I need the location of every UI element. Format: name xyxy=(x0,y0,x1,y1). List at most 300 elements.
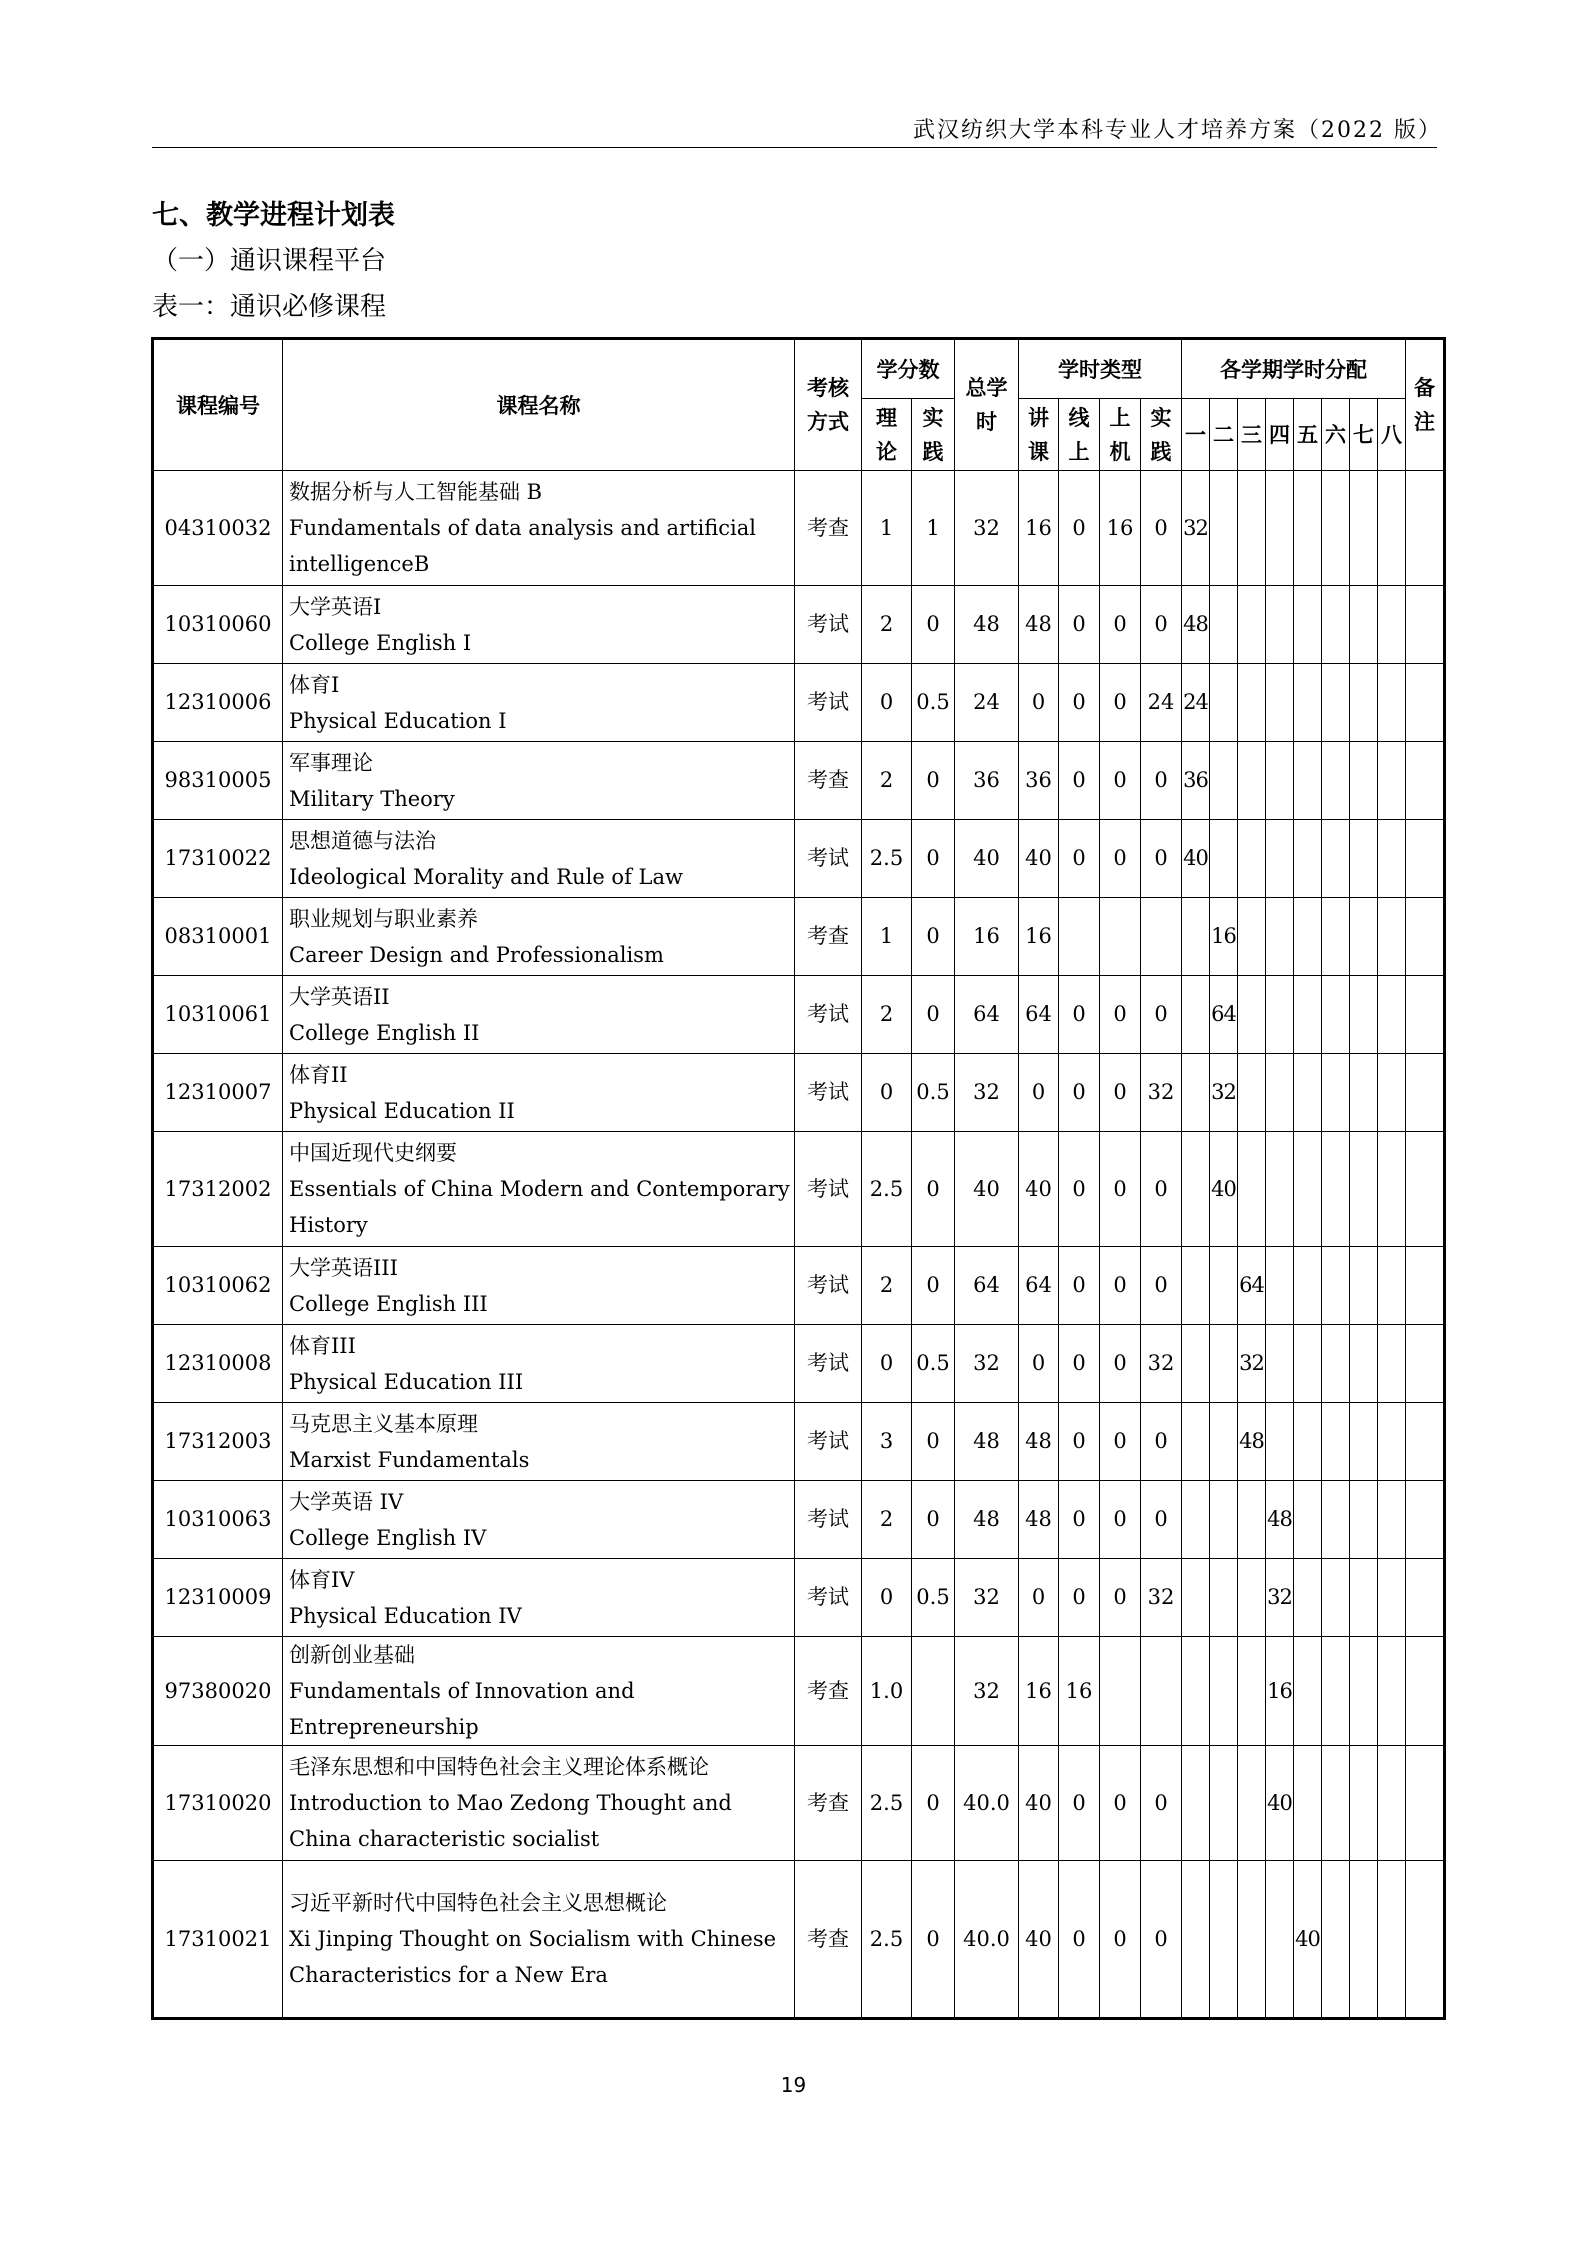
cell-sem-2 xyxy=(1210,471,1238,586)
cell-remark xyxy=(1406,1746,1445,1861)
cell-sem-4 xyxy=(1266,1861,1294,2019)
cell-credit-practice xyxy=(912,1637,955,1746)
cell-remark xyxy=(1406,1325,1445,1403)
cell-total-hours: 40.0 xyxy=(955,1746,1019,1861)
col-header-sem-3: 三 xyxy=(1238,399,1266,471)
cell-computer: 0 xyxy=(1100,820,1141,898)
cell-sem-1 xyxy=(1182,1559,1210,1637)
course-name-cn: 数据分析与人工智能基础 B xyxy=(289,480,543,504)
cell-sem-1: 24 xyxy=(1182,664,1210,742)
cell-credit-theory: 0 xyxy=(862,664,912,742)
cell-sem-1 xyxy=(1182,1325,1210,1403)
cell-sem-7 xyxy=(1350,1637,1378,1746)
cell-online: 0 xyxy=(1059,1247,1100,1325)
cell-computer: 0 xyxy=(1100,1247,1141,1325)
col-header-credits-practice xyxy=(912,399,955,471)
cell-code: 98310005 xyxy=(153,742,283,820)
cell-sem-5 xyxy=(1294,1403,1322,1481)
cell-sem-4: 48 xyxy=(1266,1481,1294,1559)
cell-sem-5 xyxy=(1294,1746,1322,1861)
cell-code: 10310063 xyxy=(153,1481,283,1559)
cell-sem-4 xyxy=(1266,471,1294,586)
cell-sem-2 xyxy=(1210,1637,1238,1746)
cell-code: 10310062 xyxy=(153,1247,283,1325)
cell-remark xyxy=(1406,586,1445,664)
course-name-en: College English III xyxy=(289,1291,488,1316)
course-name-en: Essentials of China Modern and Contemporary History xyxy=(289,1177,790,1237)
cell-name xyxy=(283,898,795,976)
cell-sem-6 xyxy=(1322,1559,1350,1637)
cell-lecture: 36 xyxy=(1019,742,1059,820)
cell-name xyxy=(283,471,795,586)
cell-credit-theory: 3 xyxy=(862,1403,912,1481)
cell-name xyxy=(283,1247,795,1325)
cell-credit-practice: 0 xyxy=(912,1481,955,1559)
cell-credit-practice: 0 xyxy=(912,976,955,1054)
cell-sem-7 xyxy=(1350,1132,1378,1247)
cell-sem-4 xyxy=(1266,976,1294,1054)
cell-sem-7 xyxy=(1350,1861,1378,2019)
cell-assess: 考试 xyxy=(795,1247,862,1325)
cell-sem-5 xyxy=(1294,664,1322,742)
course-name-cn: 体育III xyxy=(289,1333,356,1358)
course-name-cn: 思想道德与法治 xyxy=(289,828,436,853)
cell-online: 0 xyxy=(1059,742,1100,820)
sub-title: （一）通识课程平台 xyxy=(152,246,387,276)
course-name-cn: 体育I xyxy=(289,672,340,697)
cell-name xyxy=(283,664,795,742)
cell-sem-6 xyxy=(1322,664,1350,742)
cell-online: 0 xyxy=(1059,1559,1100,1637)
col-header-computer xyxy=(1100,399,1141,471)
course-name-cn: 体育II xyxy=(289,1062,348,1087)
cell-sem-4: 32 xyxy=(1266,1559,1294,1637)
col-header-online xyxy=(1059,399,1100,471)
cell-computer: 0 xyxy=(1100,1861,1141,2019)
credits-theory-line2: 论 xyxy=(876,438,897,464)
cell-sem-3 xyxy=(1238,1054,1266,1132)
cell-sem-6 xyxy=(1322,1132,1350,1247)
course-name-en: College English II xyxy=(289,1020,480,1045)
cell-computer: 16 xyxy=(1100,471,1141,586)
cell-code: 17310022 xyxy=(153,820,283,898)
cell-total-hours: 16 xyxy=(955,898,1019,976)
cell-code: 17312003 xyxy=(153,1403,283,1481)
course-name-en: Fundamentals of Innovation and Entrepreneurship xyxy=(289,1679,635,1739)
cell-online: 0 xyxy=(1059,820,1100,898)
cell-name xyxy=(283,742,795,820)
cell-sem-6 xyxy=(1322,898,1350,976)
cell-credit-theory: 1 xyxy=(862,898,912,976)
cell-sem-6 xyxy=(1322,471,1350,586)
cell-sem-6 xyxy=(1322,1247,1350,1325)
cell-sem-8 xyxy=(1378,1325,1406,1403)
cell-sem-1 xyxy=(1182,1132,1210,1247)
cell-credit-practice: 0 xyxy=(912,1861,955,2019)
cell-sem-1: 32 xyxy=(1182,471,1210,586)
cell-online: 0 xyxy=(1059,1054,1100,1132)
cell-sem-5 xyxy=(1294,742,1322,820)
cell-credit-theory: 2 xyxy=(862,742,912,820)
cell-lecture: 0 xyxy=(1019,1325,1059,1403)
cell-computer: 0 xyxy=(1100,1132,1141,1247)
cell-practice-hours: 0 xyxy=(1141,1861,1182,2019)
cell-sem-3 xyxy=(1238,1746,1266,1861)
cell-assess: 考试 xyxy=(795,976,862,1054)
cell-sem-3 xyxy=(1238,1637,1266,1746)
cell-assess: 考试 xyxy=(795,1132,862,1247)
cell-practice-hours: 0 xyxy=(1141,742,1182,820)
course-name-cn: 创新创业基础 xyxy=(289,1643,415,1667)
cell-computer: 0 xyxy=(1100,1746,1141,1861)
cell-sem-6 xyxy=(1322,586,1350,664)
cell-lecture: 40 xyxy=(1019,1861,1059,2019)
col-header-total-line1: 总学 xyxy=(965,375,1008,400)
cell-total-hours: 40 xyxy=(955,820,1019,898)
cell-credit-theory: 1 xyxy=(862,471,912,586)
table-row xyxy=(153,1861,1445,2019)
cell-sem-5 xyxy=(1294,1559,1322,1637)
cell-sem-6 xyxy=(1322,1325,1350,1403)
cell-assess: 考试 xyxy=(795,1481,862,1559)
cell-remark xyxy=(1406,1132,1445,1247)
cell-assess: 考查 xyxy=(795,1861,862,2019)
cell-sem-8 xyxy=(1378,898,1406,976)
cell-computer: 0 xyxy=(1100,976,1141,1054)
cell-sem-3 xyxy=(1238,976,1266,1054)
col-header-remark xyxy=(1406,339,1445,471)
cell-sem-8 xyxy=(1378,1637,1406,1746)
cell-sem-1 xyxy=(1182,1746,1210,1861)
course-name-en: Physical Education II xyxy=(289,1098,515,1123)
cell-sem-5 xyxy=(1294,820,1322,898)
course-table xyxy=(151,337,1446,2020)
cell-lecture: 64 xyxy=(1019,1247,1059,1325)
cell-assess: 考查 xyxy=(795,742,862,820)
cell-practice-hours xyxy=(1141,898,1182,976)
cell-practice-hours: 24 xyxy=(1141,664,1182,742)
cell-sem-4 xyxy=(1266,664,1294,742)
cell-code: 17312002 xyxy=(153,1132,283,1247)
cell-sem-3 xyxy=(1238,820,1266,898)
cell-total-hours: 48 xyxy=(955,1403,1019,1481)
cell-sem-7 xyxy=(1350,898,1378,976)
col-header-sem-7: 七 xyxy=(1350,399,1378,471)
cell-online: 0 xyxy=(1059,976,1100,1054)
cell-practice-hours: 32 xyxy=(1141,1054,1182,1132)
cell-credit-practice: 0.5 xyxy=(912,1054,955,1132)
cell-remark xyxy=(1406,976,1445,1054)
cell-credit-practice: 0 xyxy=(912,1403,955,1481)
cell-practice-hours: 0 xyxy=(1141,820,1182,898)
cell-sem-1 xyxy=(1182,898,1210,976)
cell-name xyxy=(283,1054,795,1132)
cell-total-hours: 64 xyxy=(955,976,1019,1054)
cell-remark xyxy=(1406,1481,1445,1559)
cell-name xyxy=(283,1559,795,1637)
cell-sem-8 xyxy=(1378,586,1406,664)
cell-sem-8 xyxy=(1378,742,1406,820)
cell-name xyxy=(283,1746,795,1861)
cell-sem-5 xyxy=(1294,1054,1322,1132)
cell-practice-hours: 0 xyxy=(1141,1132,1182,1247)
cell-code: 12310008 xyxy=(153,1325,283,1403)
col-header-remark-line1: 备 xyxy=(1414,375,1435,400)
cell-sem-8 xyxy=(1378,1861,1406,2019)
cell-online xyxy=(1059,898,1100,976)
cell-sem-2 xyxy=(1210,664,1238,742)
cell-sem-1 xyxy=(1182,1247,1210,1325)
cell-total-hours: 32 xyxy=(955,471,1019,586)
cell-sem-1 xyxy=(1182,976,1210,1054)
cell-sem-2 xyxy=(1210,820,1238,898)
cell-assess: 考查 xyxy=(795,1746,862,1861)
cell-sem-8 xyxy=(1378,1746,1406,1861)
cell-online: 16 xyxy=(1059,1637,1100,1746)
course-name-en: Introduction to Mao Zedong Thought and China characteristic socialist xyxy=(289,1791,732,1851)
cell-name xyxy=(283,820,795,898)
cell-sem-7 xyxy=(1350,1559,1378,1637)
table-row xyxy=(153,1746,1445,1861)
course-name-cn: 毛泽东思想和中国特色社会主义理论体系概论 xyxy=(289,1755,709,1779)
cell-online: 0 xyxy=(1059,1132,1100,1247)
col-header-code: 课程编号 xyxy=(153,339,283,471)
table-row xyxy=(153,664,1445,742)
cell-computer: 0 xyxy=(1100,664,1141,742)
col-header-sem-1: 一 xyxy=(1182,399,1210,471)
course-name-en: Physical Education IV xyxy=(289,1603,522,1628)
cell-sem-7 xyxy=(1350,820,1378,898)
cell-sem-1: 48 xyxy=(1182,586,1210,664)
cell-lecture: 16 xyxy=(1019,471,1059,586)
cell-lecture: 0 xyxy=(1019,664,1059,742)
cell-online: 0 xyxy=(1059,1325,1100,1403)
cell-sem-8 xyxy=(1378,1481,1406,1559)
cell-assess: 考试 xyxy=(795,820,862,898)
cell-lecture: 48 xyxy=(1019,1481,1059,1559)
cell-sem-3 xyxy=(1238,586,1266,664)
cell-practice-hours: 0 xyxy=(1141,1403,1182,1481)
computer-line1: 上 xyxy=(1109,404,1131,430)
course-name-en: Military Theory xyxy=(289,786,455,811)
cell-sem-1 xyxy=(1182,1637,1210,1746)
cell-name xyxy=(283,1861,795,2019)
cell-credit-practice: 0 xyxy=(912,1132,955,1247)
page-number: 19 xyxy=(780,2073,807,2097)
cell-name xyxy=(283,1403,795,1481)
cell-sem-6 xyxy=(1322,1403,1350,1481)
cell-sem-7 xyxy=(1350,1054,1378,1132)
cell-lecture: 48 xyxy=(1019,586,1059,664)
cell-lecture: 0 xyxy=(1019,1559,1059,1637)
col-header-hour-types: 学时类型 xyxy=(1019,339,1182,399)
cell-credit-practice: 0.5 xyxy=(912,1559,955,1637)
cell-assess: 考试 xyxy=(795,1325,862,1403)
course-name-en: Xi Jinping Thought on Socialism with Chinese Characteristics for a New Era xyxy=(289,1927,777,1987)
cell-sem-7 xyxy=(1350,471,1378,586)
table-row xyxy=(153,976,1445,1054)
cell-total-hours: 48 xyxy=(955,586,1019,664)
cell-sem-2: 32 xyxy=(1210,1054,1238,1132)
cell-sem-3: 64 xyxy=(1238,1247,1266,1325)
computer-line2: 机 xyxy=(1109,438,1131,464)
lecture-line2: 课 xyxy=(1028,438,1049,464)
cell-sem-3 xyxy=(1238,1861,1266,2019)
cell-sem-4 xyxy=(1266,1247,1294,1325)
credits-practice-line1: 实 xyxy=(922,404,944,430)
cell-sem-5 xyxy=(1294,1325,1322,1403)
cell-assess: 考试 xyxy=(795,664,862,742)
cell-sem-7 xyxy=(1350,1403,1378,1481)
cell-code: 08310001 xyxy=(153,898,283,976)
cell-sem-3 xyxy=(1238,742,1266,820)
cell-lecture: 16 xyxy=(1019,898,1059,976)
table-row xyxy=(153,898,1445,976)
cell-computer xyxy=(1100,1637,1141,1746)
cell-sem-5 xyxy=(1294,1637,1322,1746)
cell-name xyxy=(283,1481,795,1559)
cell-credit-theory: 2.5 xyxy=(862,1861,912,2019)
course-name-en: Physical Education III xyxy=(289,1369,524,1394)
cell-sem-3 xyxy=(1238,1481,1266,1559)
col-header-practice-hours xyxy=(1141,399,1182,471)
cell-sem-2 xyxy=(1210,586,1238,664)
cell-online: 0 xyxy=(1059,1746,1100,1861)
cell-sem-4: 40 xyxy=(1266,1746,1294,1861)
cell-credit-practice: 0 xyxy=(912,742,955,820)
cell-total-hours: 36 xyxy=(955,742,1019,820)
table-row xyxy=(153,586,1445,664)
credits-practice-line2: 践 xyxy=(922,438,944,464)
cell-sem-7 xyxy=(1350,1247,1378,1325)
cell-credit-theory: 0 xyxy=(862,1054,912,1132)
cell-sem-5 xyxy=(1294,471,1322,586)
cell-sem-2 xyxy=(1210,1403,1238,1481)
cell-name xyxy=(283,1325,795,1403)
cell-sem-8 xyxy=(1378,471,1406,586)
cell-remark xyxy=(1406,471,1445,586)
course-name-cn: 体育IV xyxy=(289,1567,355,1592)
cell-sem-8 xyxy=(1378,976,1406,1054)
col-header-assess-line2: 方式 xyxy=(807,409,849,434)
cell-online: 0 xyxy=(1059,1481,1100,1559)
cell-remark xyxy=(1406,898,1445,976)
cell-practice-hours: 0 xyxy=(1141,471,1182,586)
col-header-total-hours xyxy=(955,339,1019,471)
cell-credit-theory: 2.5 xyxy=(862,1132,912,1247)
cell-online: 0 xyxy=(1059,471,1100,586)
cell-online: 0 xyxy=(1059,664,1100,742)
cell-code: 04310032 xyxy=(153,471,283,586)
cell-sem-2: 16 xyxy=(1210,898,1238,976)
cell-sem-2 xyxy=(1210,1325,1238,1403)
col-header-sem-5: 五 xyxy=(1294,399,1322,471)
cell-code: 17310021 xyxy=(153,1861,283,2019)
col-header-sem-6: 六 xyxy=(1322,399,1350,471)
cell-lecture: 16 xyxy=(1019,1637,1059,1746)
col-header-semesters: 各学期学时分配 xyxy=(1182,339,1406,399)
cell-code: 12310009 xyxy=(153,1559,283,1637)
cell-credit-practice: 0 xyxy=(912,586,955,664)
cell-lecture: 64 xyxy=(1019,976,1059,1054)
col-header-sem-8: 八 xyxy=(1378,399,1406,471)
cell-sem-6 xyxy=(1322,1861,1350,2019)
course-name-cn: 职业规划与职业素养 xyxy=(289,906,478,931)
col-header-total-line2: 时 xyxy=(976,409,997,434)
cell-sem-7 xyxy=(1350,742,1378,820)
course-name-en: College English IV xyxy=(289,1525,487,1550)
col-header-sem-4: 四 xyxy=(1266,399,1294,471)
course-name-cn: 马克思主义基本原理 xyxy=(289,1411,478,1436)
cell-sem-4 xyxy=(1266,742,1294,820)
course-name-cn: 大学英语III xyxy=(289,1255,398,1280)
cell-remark xyxy=(1406,1861,1445,2019)
cell-sem-7 xyxy=(1350,664,1378,742)
cell-online: 0 xyxy=(1059,1403,1100,1481)
cell-sem-6 xyxy=(1322,1054,1350,1132)
cell-total-hours: 32 xyxy=(955,1559,1019,1637)
cell-total-hours: 40.0 xyxy=(955,1861,1019,2019)
cell-sem-1 xyxy=(1182,1403,1210,1481)
cell-sem-7 xyxy=(1350,976,1378,1054)
cell-code: 12310006 xyxy=(153,664,283,742)
cell-sem-5: 40 xyxy=(1294,1861,1322,2019)
cell-practice-hours: 32 xyxy=(1141,1325,1182,1403)
col-header-lecture xyxy=(1019,399,1059,471)
cell-credit-practice: 0.5 xyxy=(912,1325,955,1403)
cell-remark xyxy=(1406,1559,1445,1637)
cell-remark xyxy=(1406,1637,1445,1746)
cell-sem-8 xyxy=(1378,820,1406,898)
cell-computer: 0 xyxy=(1100,586,1141,664)
cell-sem-7 xyxy=(1350,1746,1378,1861)
cell-total-hours: 64 xyxy=(955,1247,1019,1325)
course-name-cn: 大学英语 IV xyxy=(289,1489,404,1514)
cell-computer xyxy=(1100,898,1141,976)
cell-lecture: 40 xyxy=(1019,820,1059,898)
cell-practice-hours: 0 xyxy=(1141,1481,1182,1559)
cell-online: 0 xyxy=(1059,586,1100,664)
cell-code: 10310060 xyxy=(153,586,283,664)
cell-sem-8 xyxy=(1378,1247,1406,1325)
cell-lecture: 40 xyxy=(1019,1746,1059,1861)
cell-practice-hours: 32 xyxy=(1141,1559,1182,1637)
lecture-line1: 讲 xyxy=(1028,404,1049,430)
cell-credit-practice: 0 xyxy=(912,898,955,976)
table-row xyxy=(153,1637,1445,1746)
course-name-en: Marxist Fundamentals xyxy=(289,1447,530,1472)
cell-sem-6 xyxy=(1322,1746,1350,1861)
cell-credit-theory: 2.5 xyxy=(862,1746,912,1861)
cell-computer: 0 xyxy=(1100,1559,1141,1637)
cell-sem-3 xyxy=(1238,664,1266,742)
cell-sem-3 xyxy=(1238,471,1266,586)
cell-sem-4 xyxy=(1266,1325,1294,1403)
cell-remark xyxy=(1406,1054,1445,1132)
cell-sem-6 xyxy=(1322,820,1350,898)
cell-sem-4 xyxy=(1266,1054,1294,1132)
cell-sem-1 xyxy=(1182,1054,1210,1132)
cell-sem-8 xyxy=(1378,664,1406,742)
cell-sem-4 xyxy=(1266,1132,1294,1247)
col-header-sem-2: 二 xyxy=(1210,399,1238,471)
cell-sem-4 xyxy=(1266,1403,1294,1481)
course-name-en: Physical Education I xyxy=(289,708,507,733)
cell-sem-2 xyxy=(1210,1559,1238,1637)
cell-sem-4 xyxy=(1266,898,1294,976)
cell-total-hours: 32 xyxy=(955,1637,1019,1746)
cell-sem-4 xyxy=(1266,586,1294,664)
